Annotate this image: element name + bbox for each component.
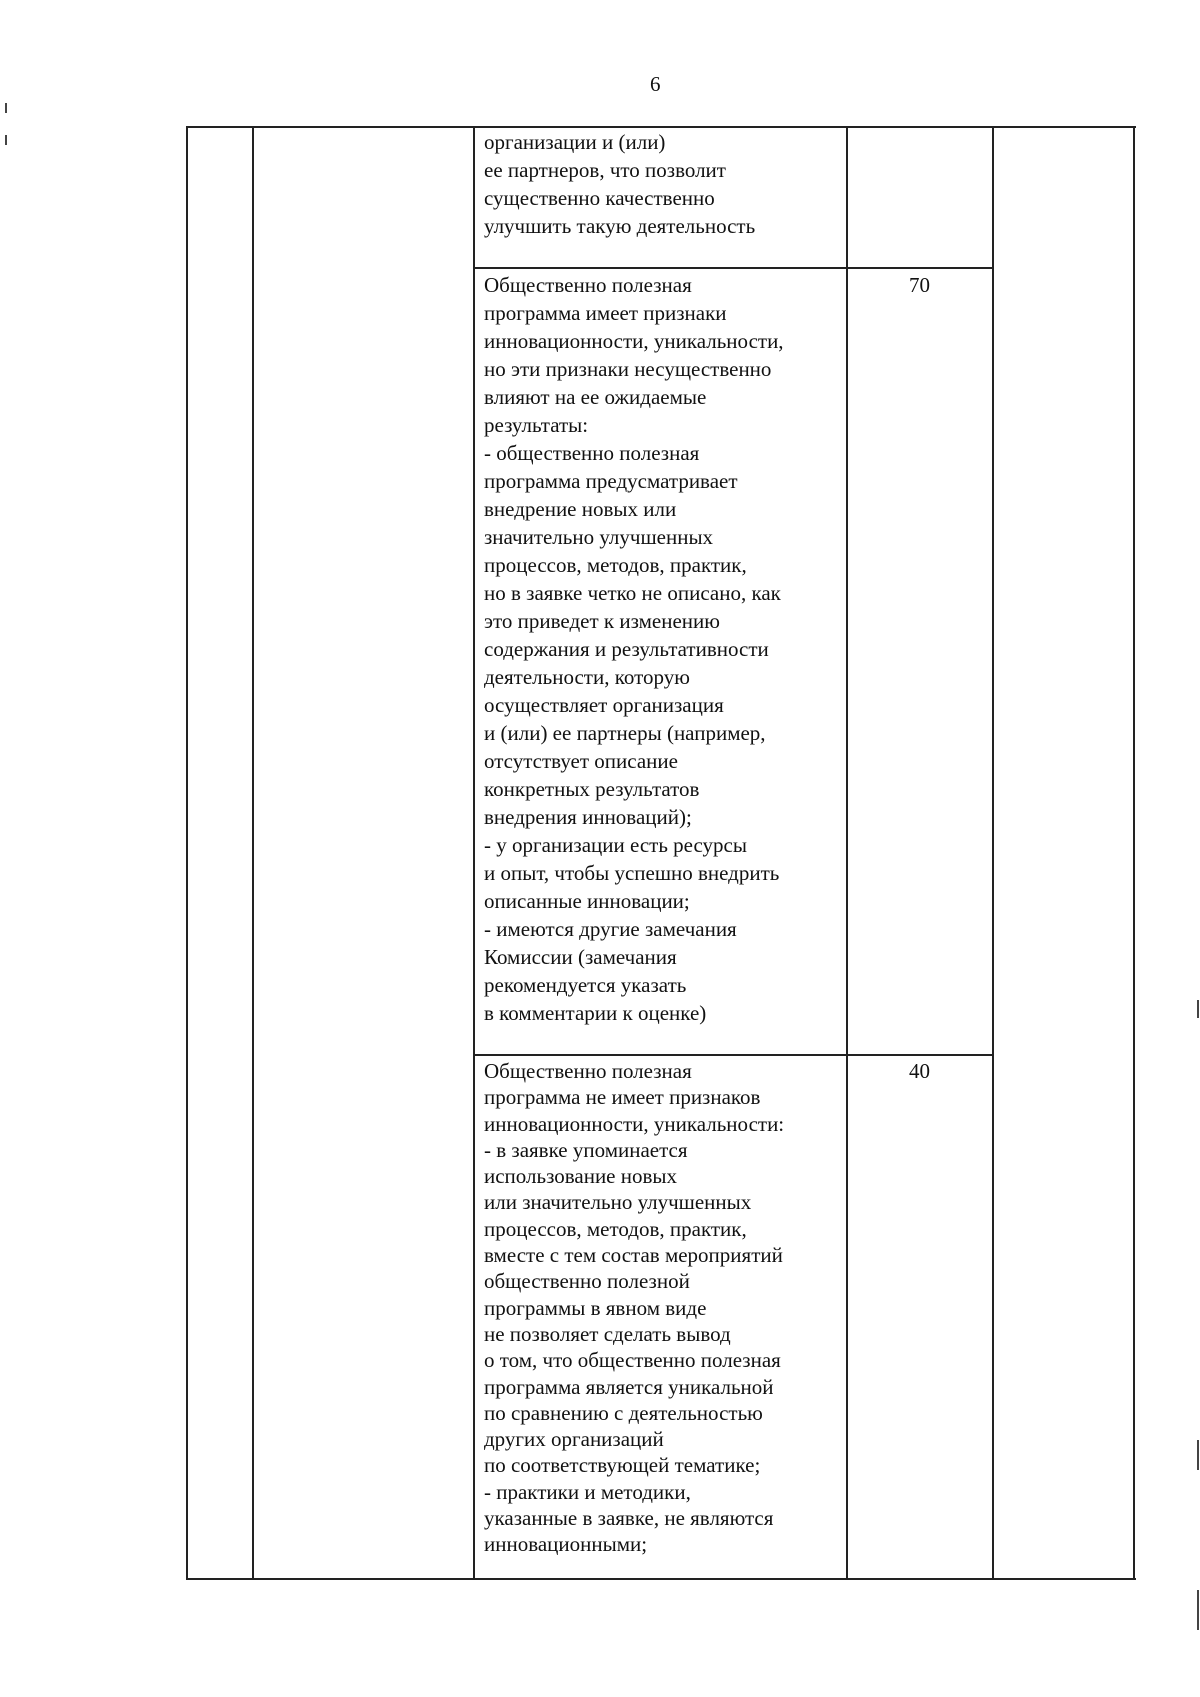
text-line: не позволяет сделать вывод [484, 1321, 731, 1346]
page-number: 6 [650, 72, 661, 96]
text-line: результаты: [484, 413, 589, 437]
text-line: других организаций [484, 1427, 664, 1452]
text-line: инновационными; [484, 1532, 648, 1557]
text-line: конкретных результатов [484, 777, 700, 801]
col-border [186, 126, 188, 1580]
text-line: процессов, методов, практик, [484, 1216, 747, 1241]
text-line: значительно улучшенных [484, 525, 714, 549]
scan-mark [5, 103, 7, 113]
text-line: - имеются другие замечания [484, 917, 737, 941]
text-line: - практики и методики, [484, 1479, 691, 1504]
text-line: организации и (или) [484, 130, 666, 154]
text-line: программа является уникальной [484, 1374, 774, 1399]
text-line: - в заявке упоминается [484, 1137, 688, 1162]
text-line: - общественно полезная [484, 441, 700, 465]
text-line: Общественно полезная [484, 1059, 692, 1083]
text-line: это приведет к изменению [484, 609, 720, 633]
criterion-text-cell [484, 271, 844, 1027]
text-line: рекомендуется указать [484, 973, 687, 997]
col-border [992, 126, 994, 1580]
text-line: ее партнеров, что позволит [484, 158, 726, 182]
text-line: но в заявке четко не описано, как [484, 581, 781, 605]
text-line: существенно качественно [484, 186, 715, 210]
text-line: осуществляет организация [484, 693, 724, 717]
text-line: но эти признаки несущественно [484, 357, 772, 381]
text-line: по сравнению с деятельностью [484, 1400, 763, 1425]
col-border [252, 126, 254, 1580]
text-line: - у организации есть ресурсы [484, 833, 747, 857]
text-line: по соответствующей тематике; [484, 1453, 761, 1478]
text-line: Общественно полезная [484, 273, 692, 297]
text-line: о том, что общественно полезная [484, 1348, 781, 1373]
row-divider [473, 267, 993, 269]
text-line: Комиссии (замечания [484, 945, 677, 969]
text-line: и (или) ее партнеры (например, [484, 721, 766, 745]
row-divider [473, 1054, 993, 1056]
col-border [1133, 126, 1135, 1580]
text-line: инновационности, уникальности, [484, 329, 784, 353]
scan-mark [1197, 1000, 1199, 1018]
text-line: влияют на ее ожидаемые [484, 385, 707, 409]
score-value: 40 [909, 1059, 930, 1083]
text-line: внедрение новых или [484, 497, 677, 521]
text-line: программа предусматривает [484, 469, 738, 493]
text-line: общественно полезной [484, 1269, 690, 1294]
text-line: программы в явном виде [484, 1295, 707, 1320]
scan-mark [1197, 1590, 1199, 1630]
text-line: улучшить такую деятельность [484, 214, 756, 238]
scan-mark [5, 135, 7, 145]
text-line: указанные в заявке, не являются [484, 1506, 774, 1531]
text-line: внедрения инноваций); [484, 805, 692, 829]
text-line: процессов, методов, практик, [484, 553, 747, 577]
text-line: в комментарии к оценке) [484, 1001, 707, 1025]
score-value: 70 [909, 273, 930, 297]
text-line: описанные инновации; [484, 889, 690, 913]
text-line: и опыт, чтобы успешно внедрить [484, 861, 780, 885]
text-line: использование новых [484, 1164, 678, 1189]
text-line: содержания и результативности [484, 637, 769, 661]
text-line: или значительно улучшенных [484, 1190, 752, 1215]
scan-mark [1197, 1440, 1199, 1470]
text-line: деятельности, которую [484, 665, 690, 689]
text-line: программа не имеет признаков [484, 1085, 761, 1110]
criterion-text-cell [484, 1058, 844, 1558]
text-line: программа имеет признаки [484, 301, 727, 325]
col-border [846, 126, 848, 1580]
text-line: вместе с тем состав мероприятий [484, 1243, 783, 1268]
col-border [473, 126, 475, 1580]
text-line: инновационности, уникальности: [484, 1111, 785, 1136]
text-line: отсутствует описание [484, 749, 678, 773]
criterion-text-cell [484, 128, 844, 240]
